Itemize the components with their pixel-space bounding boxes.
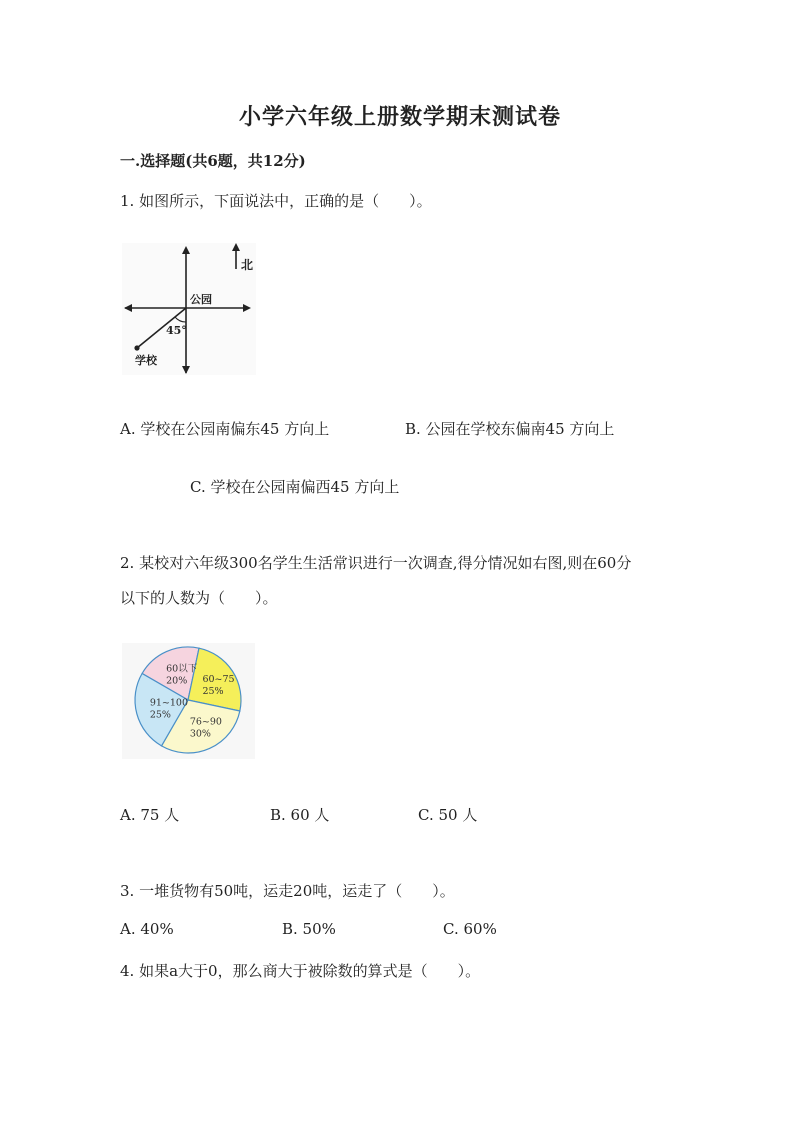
q3-option-a[interactable]: A. 40% xyxy=(120,920,174,938)
score-pie-chart xyxy=(122,643,255,759)
q1-option-a[interactable]: A. 学校在公园南偏东45 方向上 xyxy=(120,420,330,438)
pie-slice-value: 20% xyxy=(166,675,188,687)
page-title: 小学六年级上册数学期末测试卷 xyxy=(238,104,561,130)
question-2-stem-line2: 以下的人数为（ ）。 xyxy=(120,589,278,607)
q2-option-c[interactable]: C. 50 人 xyxy=(418,806,478,824)
pie-slice-label: 76~90 xyxy=(189,716,222,728)
pie-slice-value: 25% xyxy=(149,709,171,721)
angle-label: 45° xyxy=(166,324,187,337)
north-label: 北 xyxy=(241,258,254,272)
pie-slice-label: 60以下 xyxy=(166,663,198,675)
question-3-stem: 3. 一堆货物有50吨，运走20吨，运走了（ ）。 xyxy=(120,882,455,900)
pie-slice-label: 91~100 xyxy=(149,697,189,709)
section-heading: 一.选择题(共6题，共12分) xyxy=(120,152,306,170)
q2-option-a[interactable]: A. 75 人 xyxy=(120,806,180,824)
park-label: 公园 xyxy=(190,293,212,306)
direction-figure xyxy=(122,243,256,375)
q1-option-c[interactable]: C. 学校在公园南偏西45 方向上 xyxy=(190,478,400,496)
question-1-stem: 1. 如图所示，下面说法中，正确的是（ ）。 xyxy=(120,192,432,210)
pie-slice-value: 30% xyxy=(189,728,211,740)
pie-slice-value: 25% xyxy=(202,686,224,698)
q3-option-b[interactable]: B. 50% xyxy=(282,920,336,938)
question-4-stem: 4. 如果a大于0，那么商大于被除数的算式是（ ）。 xyxy=(120,962,481,980)
q2-option-b[interactable]: B. 60 人 xyxy=(270,806,330,824)
question-2-stem-line1: 2. 某校对六年级300名学生生活常识进行一次调查,得分情况如右图,则在60分 xyxy=(120,554,632,572)
school-label: 学校 xyxy=(135,354,157,367)
pie-slice-label: 60~75 xyxy=(202,674,235,686)
school-point xyxy=(134,345,139,350)
q1-option-b[interactable]: B. 公园在学校东偏南45 方向上 xyxy=(405,420,615,438)
q3-option-c[interactable]: C. 60% xyxy=(443,920,497,938)
